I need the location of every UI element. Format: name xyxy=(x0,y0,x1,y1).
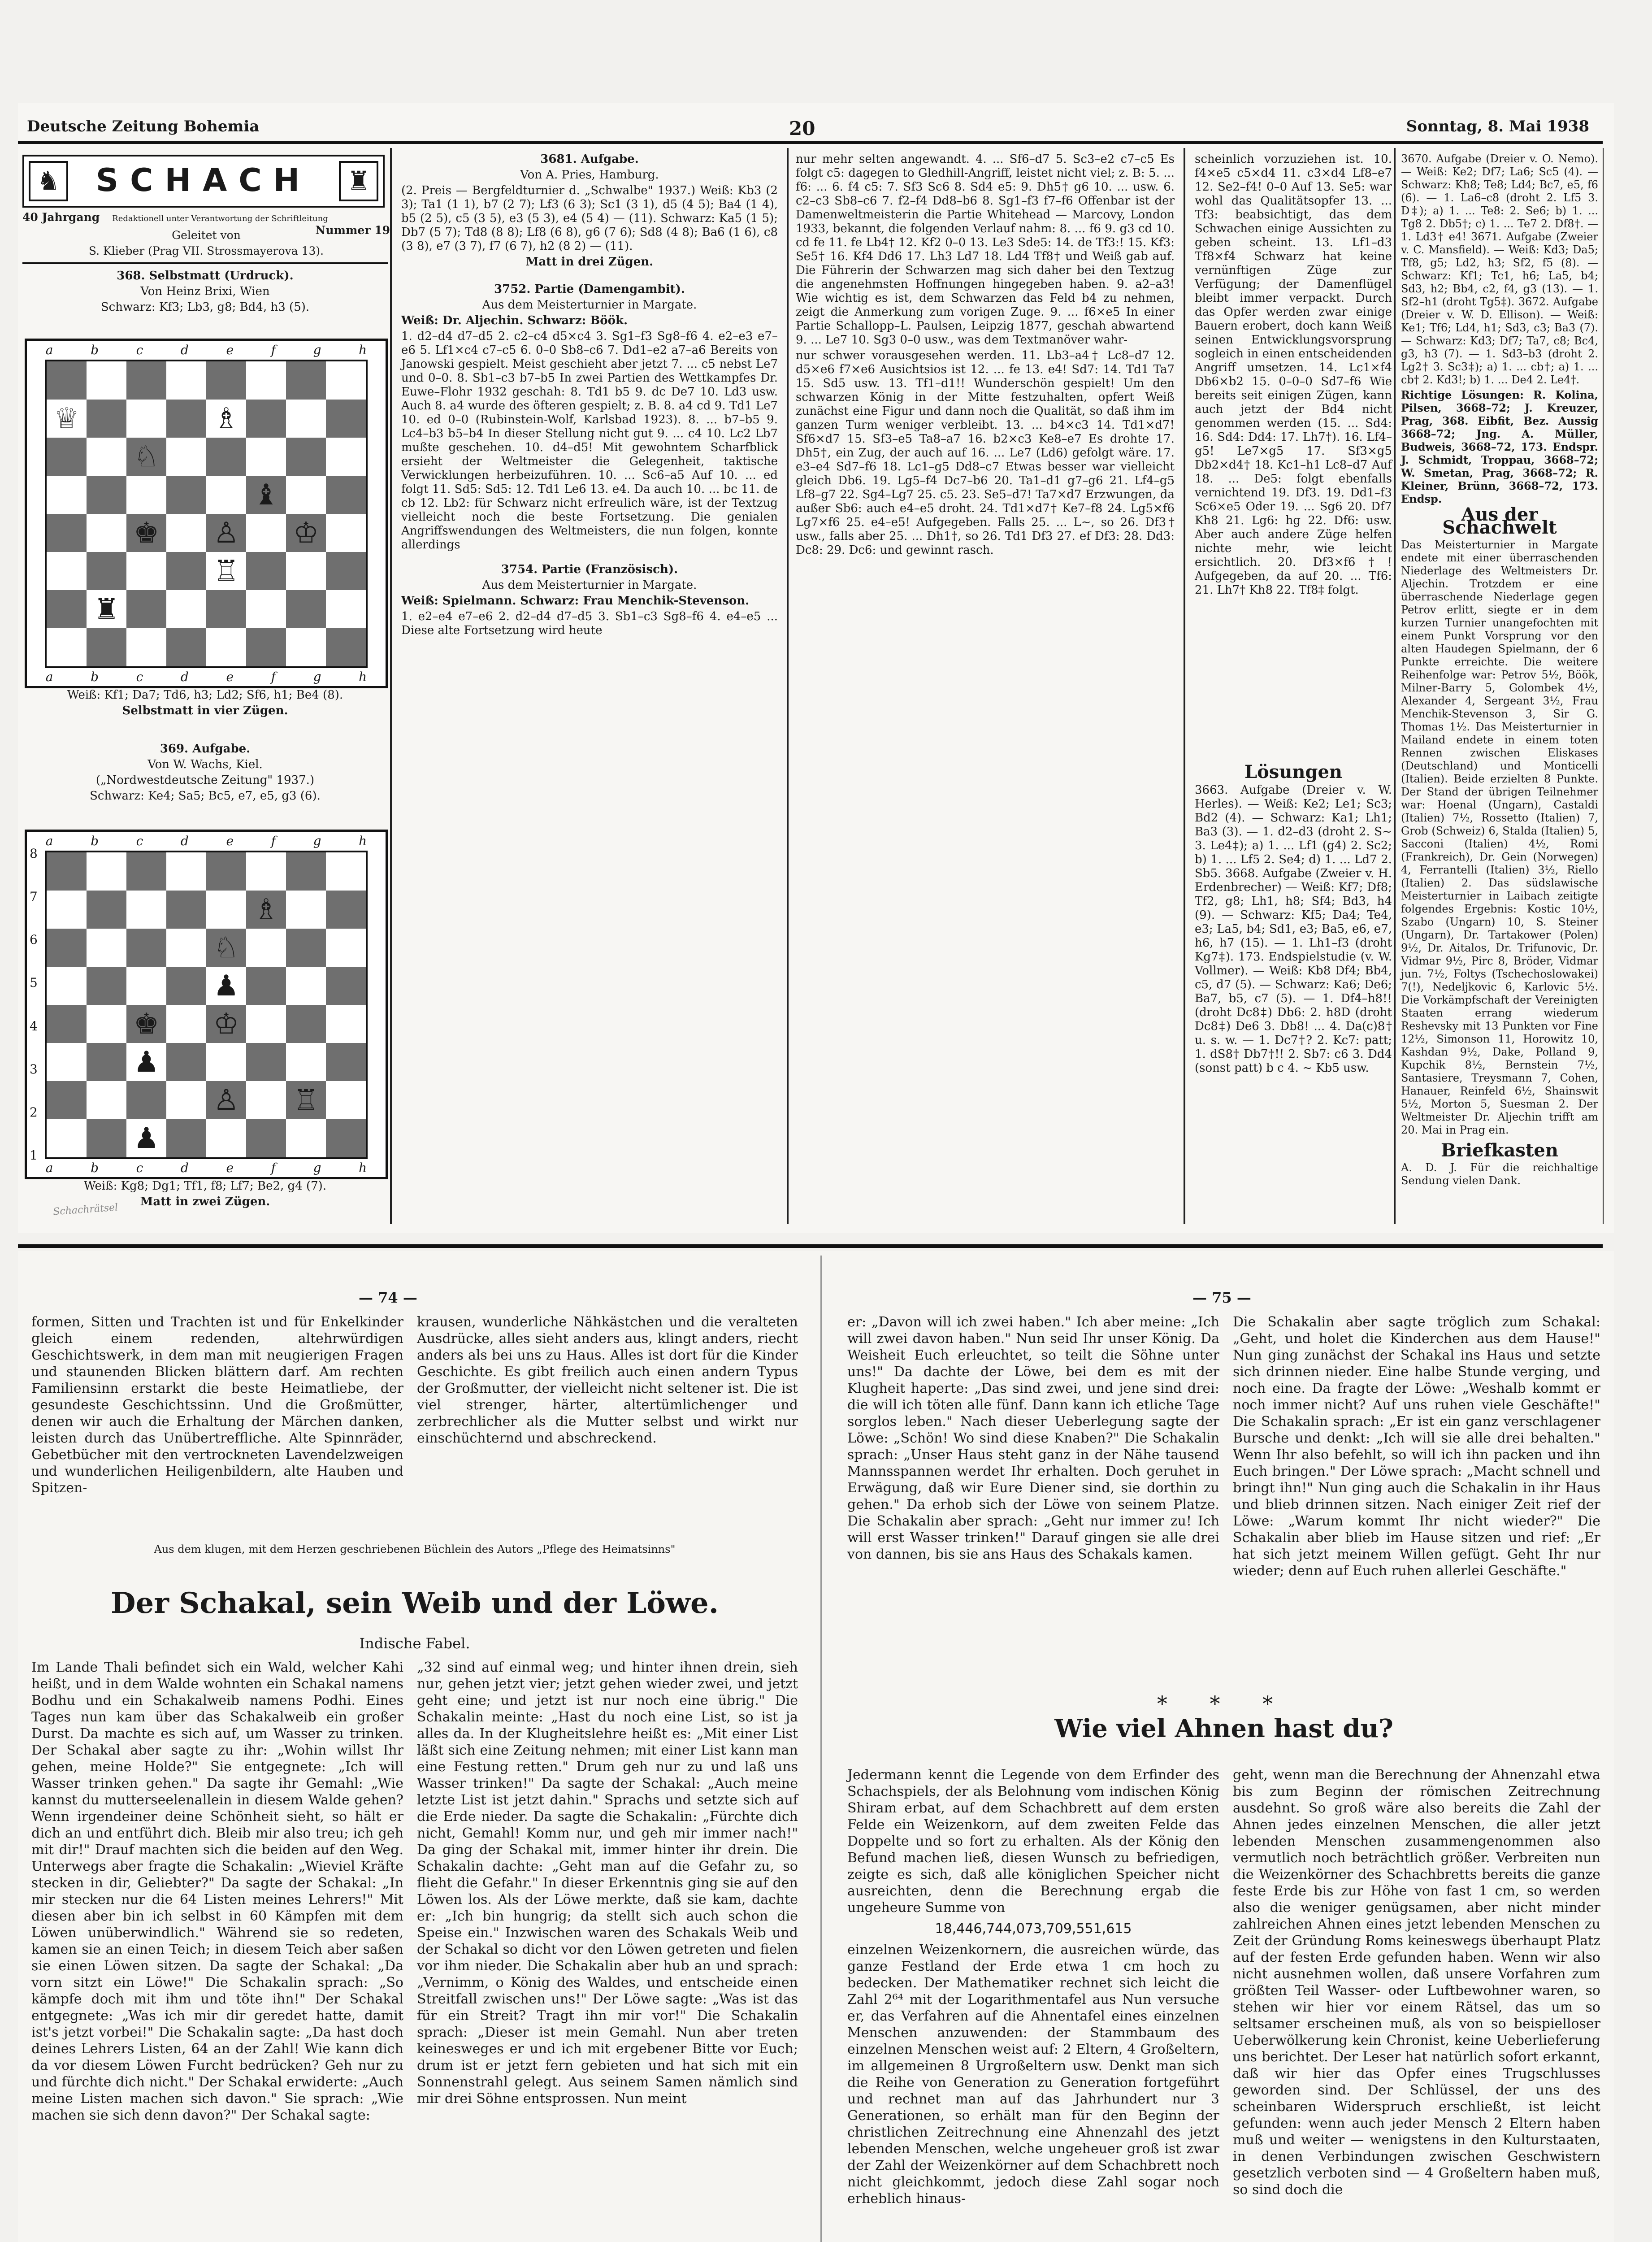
square-a4 xyxy=(47,514,87,552)
square-d7 xyxy=(166,891,206,929)
square-g5 xyxy=(286,967,326,1005)
square-d7 xyxy=(166,400,206,438)
square-d8 xyxy=(166,852,206,891)
square-d3 xyxy=(166,552,206,590)
square-a7 xyxy=(47,400,87,438)
square-a6 xyxy=(47,929,87,967)
square-c5 xyxy=(126,967,166,1005)
issue-date: Sonntag, 8. Mai 1938 xyxy=(1406,117,1589,135)
section-stars: * * * xyxy=(1157,1691,1291,1716)
loesungen-title: Lösungen xyxy=(1244,761,1342,782)
square-b5 xyxy=(87,476,126,514)
square-d6 xyxy=(166,438,206,476)
square-c7 xyxy=(126,400,166,438)
square-b3 xyxy=(87,1043,126,1081)
square-f1 xyxy=(246,1119,286,1157)
square-g8 xyxy=(286,852,326,891)
square-e8 xyxy=(206,361,246,400)
intro-col-1: formen, Sitten und Trachten ist und für Enkelkinder gleich einem redenden, altehrwürdigen Geschichtswerk, in dem man mit neugierigen Fragen und staunenden Blicken blättern darf. Am rechten Familiensinn erstarkt die beste Heimatliebe, der gesundeste Geschichtssinn. Und die Großmütter, denen wir auch die Erhaltung der Märchen danken, leisten durch das Unübertreffliche. Alte Spinnräder, Gebetbücher mit den vertrockneten Lavendelzweigen und wunderlichen Heiligenbildern, alte Hauben und Spitzen- xyxy=(31,1314,403,1496)
square-b7 xyxy=(87,400,126,438)
ahnen-title: Wie viel Ahnen hast du? xyxy=(1054,1714,1393,1743)
rank-labels: 8 7 6 5 4 3 2 1 xyxy=(30,846,38,1163)
square-a3 xyxy=(47,1043,87,1081)
square-e3 xyxy=(206,1043,246,1081)
square-c2 xyxy=(126,1081,166,1119)
chess-piece-icon: ♖ xyxy=(213,554,239,588)
square-c1 xyxy=(126,1119,166,1157)
square-d8 xyxy=(166,361,206,400)
chess-rook-icon: ♜ xyxy=(339,161,378,201)
story-column-1: Im Lande Thali befindet sich ein Wald, welcher Kahi heißt, und in dem Walde wohnten ein Schakal namens Bodhu und ein Schakalweib namens Podhi. Eines Tages nun kam über das Schakalweib ein großer Durst. Da machte es sich auf, um Wasser zu trinken. Der Schakal aber sagte zu ihr: „Wohin willst Ihr gehen, meine Holde?" Sie entgegnete: „Ich will Wasser trinken gehen." Da sagte ihr Gemahl: „Wie kannst du mutterseelenallein in diesem Walde gehen? Wenn irgendeiner deine Schönheit sieht, so hält er dich an und entführt dich. Bleib mir also treu; ich geh mit dir!" Drauf machten sich die beiden auf den Weg. Unterwegs aber fragte die Schakalin: „Wieviel Kräfte stecken in dir, Geliebter?" Da sagte der Schakal: „In mir stecken nur die 64 Listen meines Lehrers!" Mit diesen aber bin ich selbst in 60 Kämpfen mit dem Löwen unüberwindlich." Während sie so redeten, kamen sie an einen Teich; in diesem Teich aber saßen sie einen Löwen sitzen. Da sagte der Schakal: „Da vorn sitzt ein Löwe!" Die Schakalin sprach: „So kämpfe doch mit ihm und töte ihn!" Der Schakal entgegnete: „Was ich mir dir geredet hatte, damit ist's jetzt vorbei!" Die Schakalin sagte: „Da hast doch deines Lehrers Listen, 64 an der Zahl! Wie kann dich da vor diesem Löwen Furcht bedrücken? Geh nur zu und fürchte dich nicht." Der Schakal erwiderte: „Auch meine Listen machen sich davon." Sie sprach: „Wie machen sie sich denn davon?" Der Schakal sagte: xyxy=(31,1660,403,2123)
column-divider xyxy=(1184,148,1185,1224)
square-e8 xyxy=(206,852,246,891)
square-g4 xyxy=(286,514,326,552)
story-subtitle: Indische Fabel. xyxy=(359,1635,470,1652)
square-h7 xyxy=(326,891,366,929)
square-g1 xyxy=(286,1119,326,1157)
square-c4 xyxy=(126,514,166,552)
square-f2 xyxy=(246,590,286,628)
square-f5 xyxy=(246,967,286,1005)
square-g6 xyxy=(286,438,326,476)
square-e1 xyxy=(206,628,246,666)
square-b3 xyxy=(87,552,126,590)
square-a6 xyxy=(47,438,87,476)
square-g2 xyxy=(286,1081,326,1119)
column-divider xyxy=(1603,148,1604,1224)
chess-piece-icon: ♚ xyxy=(133,1007,160,1041)
square-e5 xyxy=(206,476,246,514)
column-divider xyxy=(787,148,789,1224)
chess-masthead xyxy=(22,155,385,208)
square-d1 xyxy=(166,628,206,666)
square-h3 xyxy=(326,552,366,590)
square-a1 xyxy=(47,628,87,666)
square-f8 xyxy=(246,361,286,400)
square-f6 xyxy=(246,438,286,476)
square-c3 xyxy=(126,552,166,590)
square-a5 xyxy=(47,967,87,1005)
square-f1 xyxy=(246,628,286,666)
square-g6 xyxy=(286,929,326,967)
square-e3 xyxy=(206,552,246,590)
column-divider xyxy=(1394,148,1396,1224)
story-column-2: „32 sind auf einmal weg; und hinter ihnen drein, sieh nur, gehen jetzt vier; jetzt gehen wieder zwei, und jetzt geht eine; und jetzt ist nur noch eine übrig." Die Schakalin meinte: „Hast du noch eine List, so ist ja alles da. In der Klugheitslehre heißt es: „Mit einer List läßt sich eine Zeitung nehmen; mit einer List kann man eine Festung retten." Drum geh nur zu und laß uns Wasser trinken!" Da sagte der Schakal: „Auch meine letzte List ist jetzt dahin." Sprachs und setzte sich auf die Erde nieder. Da sagte die Schakalin: „Fürchte dich nicht, Gemahl! Komm nur, und geh mir immer nach!" Da ging der Schakal mit, immer hinter ihr drein. Die Schakalin dachte: „Geht man auf die Gefahr zu, so flieht die Gefahr." In dieser Erkenntnis ging sie auf den Löwen los. Als der Löwe merkte, daß sie kam, dachte er: „Ich bin hungrig; da stellt sich auch schon die Speise ein." Inzwischen waren des Schakals Weib und der Schakal so dicht vor den Löwen getreten und fielen vor ihm nieder. Die Schakalin aber hub an und sprach: „Vernimm, o König des Waldes, und entscheide einen Streitfall zwischen uns!" Der Löwe sagte: „Was ist das für ein Streit? Tragt ihn mir vor!" Die Schakalin sprach: „Dieser ist mein Gemahl. Nun aber treten keinesweges er und ich mit ergebener Bitte vor Euch; drum ist er jetzt fern gebieten und hat sich mit ein Sonnenstrahl gelegt. Aus seinem Samen nämlich sind mir drei Söhne entsprossen. Nun meint xyxy=(417,1660,798,2107)
square-c6 xyxy=(126,929,166,967)
square-d1 xyxy=(166,1119,206,1157)
square-g3 xyxy=(286,1043,326,1081)
square-g8 xyxy=(286,361,326,400)
page-separator xyxy=(18,1244,1603,1248)
square-g4 xyxy=(286,1005,326,1043)
square-h4 xyxy=(326,514,366,552)
square-e4 xyxy=(206,514,246,552)
square-b6 xyxy=(87,929,126,967)
file-labels-top: a b c d e f g h xyxy=(45,834,367,848)
square-a8 xyxy=(47,852,87,891)
chessboard xyxy=(45,360,368,668)
square-c6 xyxy=(126,438,166,476)
chess-column-4: scheinlich vorzuziehen ist. 10. f4×e5 c5×d4 11. c3×d4 Lf8–e7 12. Se2–f4! 0–0 Auf 13. Se5: war wohl das Qualitätsopfer 13. ... Tf3: beabsichtigt, das dem Schwachen einige Aussichten zu geben scheint. 13. Lf1–d3 Tf8×f4 Schwarz hat keine vernünftigen Züge zur Verfügung; der Damenflügel bleibt immer verpackt. Durch das Opfer werden zwar einige Bauern erobert, doch kann Weiß seinen Entwicklungsvorsprung sogleich in einen entscheidenden Angriff umsetzen. 14. Lc1×f4 Db6×b2 15. 0–0–0 Sd7–f6 Wie bereits seit einigen Zügen, kann auch jetzt der Bd4 nicht genommen werden (15. ... Sd4: 16. Sd4: Dd4: 17. Lh7†). 16. Lf4–g5! Le7×g5 17. Sf3×g5 Db2×d4† 18. Kc1–h1 Lc8–d7 Auf 18. ... De5: folgt ebenfalls vernichtend 19. Df3. 19. Dd1–f3 Sc6×e5 Oder 19. ... Sg6 20. Df7 Kh8 21. Lg6: hg 22. Df6: usw. Aber auch andere Züge helfen nichte mehr, wie leicht ersichtlich. 20. Df3×f6†! Aufgegeben, da auf 20. ... Tf6: 21. Lh7† Kh8 22. Tf8‡ folgt. xyxy=(1195,152,1392,597)
chess-diagram-368 xyxy=(25,339,388,688)
chess-piece-icon: ♘ xyxy=(213,931,239,965)
square-c8 xyxy=(126,361,166,400)
chess-knight-icon: ♞ xyxy=(29,161,68,201)
story-column-4: Die Schakalin aber sagte tröglich zum Schakal: „Geht, und holet die Kinderchen aus dem Hause!" Nun ging zunächst der Schakal ins Haus und setzte sich drinnen nieder. Eine halbe Stunde verging, und noch eine. Da fragte der Löwe: „Weshalb kommt er noch immer nicht? Auf uns ruhen viele Geschäfte!" Die Schakalin sprach: „Er ist ein ganz verschlagener Bursche und denkt: „Ich will sie alle drei behalten." Wenn Ihr also befehlt, so will ich ihn packen und ihn Euch bringen." Der Löwe sprach: „Macht schnell und bringt ihn!" Nun ging auch die Schakalin in ihr Haus und blieb drinnen sitzen. Nach einiger Zeit rief der Löwe: „Warum kommt Ihr nicht wieder?" Die Schakalin aber blieb im Hause sitzen und rief: „Er hat sich jetzt meinem Willen gefügt. Geht Ihr nur wieder; denn auf Euch ruhen allerlei Geschäfte." xyxy=(1233,1314,1600,1579)
book-credit: Aus dem klugen, mit dem Herzen geschriebenen Büchlein des Autors „Pflege des Heimatsinns" xyxy=(154,1543,676,1555)
square-a4 xyxy=(47,1005,87,1043)
square-b4 xyxy=(87,514,126,552)
chess-piece-icon: ♘ xyxy=(133,440,160,474)
square-c4 xyxy=(126,1005,166,1043)
file-labels-bottom: a b c d e f g h xyxy=(45,1160,367,1175)
square-a7 xyxy=(47,891,87,929)
square-h6 xyxy=(326,438,366,476)
square-h5 xyxy=(326,967,366,1005)
square-e5 xyxy=(206,967,246,1005)
square-d4 xyxy=(166,514,206,552)
square-f3 xyxy=(246,1043,286,1081)
square-b4 xyxy=(87,1005,126,1043)
square-d5 xyxy=(166,967,206,1005)
square-f7 xyxy=(246,891,286,929)
chess-column-5: 3670. Aufgabe (Dreier v. O. Nemo). — Weiß: Ke2; Df7; La6; Sc5 (4). — Schwarz: Kh8; Te8; Ld4; Bc7, e5, f6 (6). — 1. La6–c8 (droht 2. Lf5 3. D‡); a) 1. ... Te8: 2. Se6; b) 1. ... Tg8 2. Db5†; c) 1. ... Te7 2. Df8†. — 1. Ld3† e4! 3671. Aufgabe (Zweier v. C. Mansfield). — Weiß: Kd3; Da5; Tf8, g5; Ld2, h3; Sf2, f5 (8). — Schwarz: Kf1; Tc1, h6; La5, b4; Sd3, h2; Bb4, c2, f4, g3 (13). — 1. Sf2–h1 (droht Tg5‡). 3672. Aufgabe (Dreier v. W. D. Ellison). — Weiß: Ke1; Tf6; Ld4, h1; Sd3, c3; Ba3 (7). — Schwarz: Kd3; Df7; Ta7, c8; Bc4, g3, h3 (7). — 1. Sd3–b3 (droht 2. Lg2† 3. Sc3‡); a) 1. ... cb†; a) 1. ... cb† 2. Kd3!; b) 1. ... De4 2. Le4†. Richtige Lösungen: R. Kolina, Pilsen, 3668–72; J. Kreuzer, Prag, 368. Eibfit, Bez. Aussig 3668–72; Jng. A. Müller, Budweis, 3668–72, 173. Endspr. J. Schmidt, Troppau, 3668–72; W. Smetan, Prag, 3668–72; R. Kleiner, Brünn, 3668–72, 173. Endsp. Aus der Schachwelt Das Meisterturnier in Margate endete mit einer überraschenden Niederlage des Weltmeisters Dr. Aljechin. Trotzdem er eine überraschende Niederlage gegen Petrov erlitt, siegte er in dem kurzen Turnier unangefochten mit einem Punkt Vorsprung vor den alten Haudegen Spielmann, der 6 Punkte erreichte. Die weitere Reihenfolge war: Petrov 5½, Böök, Milner-Barry 5, Golombek 4½, Alexander 4, Sergeant 3½, Frau Menchik-Stevenson 3, Sir G. Thomas 1½. Das Meisterturnier in Mailand endete in einem toten Rennen zwischen Eliskases (Deutschland) und Monticelli (Italien). Beide erzielten 8 Punkte. Der Stand der übrigen Teilnehmer war: Hoenal (Ungarn), Castaldi (Italien) 7½, Rossetto (Italien) 7, Grob (Schweiz) 6, Stalda (Italien) 5, Sacconi (Italien) 4½, Romi (Frankreich), Dr. Gein (Norwegen) 4, Ferrantelli (Italien) 3½, Riello (Italien) 2. Das südslawische Meisterturnier in Laibach zeitigte folgendes Ergebnis: Kostic 10½, Szabo (Ungarn) 10, S. Steiner (Ungarn), Dr. Tartakower (Polen) 9½, Dr. Aitalos, Dr. Trifunovic, Dr. Vidmar 9½, Pirc 8, Bröder, Vidmar jun. 7½, Foltys (Tschechoslowakei) 7(!), Nedeljkovic 6, Karlovic 5½. Die Vorkämpfschaft der Vereinigten Staaten errang wiederum Reshevsky mit 13 Punkten vor Fine 12½, Simonson 11, Horowitz 10, Kashdan 9½, Dake, Polland 9, Kupchik 8½, Bernstein 7½, Santasiere, Treysmann 7, Cohen, Hanauer, Reinfeld 6½, Shainswit 5½, Morton 5, Suesman 2. Der Weltmeister Dr. Aljechin trifft am 20. Mai in Prag ein. Briefkasten A. D. J. Für die reichhaltige Sendung vielen Dank. xyxy=(1401,152,1598,1187)
square-e7 xyxy=(206,400,246,438)
chessboard xyxy=(45,851,368,1159)
editor-label: Geleitet von xyxy=(172,229,241,242)
square-d4 xyxy=(166,1005,206,1043)
square-f2 xyxy=(246,1081,286,1119)
square-a3 xyxy=(47,552,87,590)
square-h2 xyxy=(326,590,366,628)
square-f8 xyxy=(246,852,286,891)
square-f3 xyxy=(246,552,286,590)
square-h4 xyxy=(326,1005,366,1043)
loesungen-section: Lösungen 3663. Aufgabe (Dreier v. W. Herles). — Weiß: Ke2; Le1; Sc3; Bd2 (4). — Schwarz: Ka1; Lh1; Ba3 (3). — 1. d2–d3 (droht 2. S~ 3. Le4‡); a) 1. ... Lf1 (g4) 2. Sc2; b) 1. ... Lf5 2. Se4; d) 1. ... Ld7 2. Sb5. 3668. Aufgabe (Zweier v. H. Erdenbrecher) — Weiß: Kf7; Df8; Tf2, g8; Lh1, h8; Sf4; Bd3, h4 (9). — Schwarz: Kf5; Da4; Te4, e3; La5, b4; Sd1, e3; Ba5, e6, e7, h6, h7 (15). — 1. Lh1–f3 (droht Kg7‡). 173. Endspielstudie (v. W. Vollmer). — Weiß: Kb8 Df4; Bb4, c5, d7 (5). — Schwarz: Ka6; De6; Ba7, b5, c7 (5). — 1. Df4–h8!! (droht Dc8‡) Db6: 2. h8D (droht Dc8‡) De6 3. Db8! ... 4. Da(c)8† u. s. w. — 1. Dc7†? 2. Kc7: patt; 1. dS8† Db7†!! 2. Sb7: c6 3. Dd4 (sonst patt) b c 4. ~ Kb5 usw. xyxy=(1195,761,1392,1075)
chess-diagram-369 xyxy=(25,830,388,1179)
square-c5 xyxy=(126,476,166,514)
schachwelt-title: Aus der Schachwelt xyxy=(1442,504,1557,538)
intro-col-2: krausen, wunderliche Nähkästchen und die veralteten Ausdrücke, alles sieht anders aus, klingt anders, riecht anders als bei uns zu Haus. Alles ist dort für die Kinder Geschichte. Es gibt freilich auch einen andern Typus der Großmutter, der vielleicht nicht seltener ist. Die ist viel strenger, härter, altertümlichenger und zerbrechlicher als die Mutter selbst und wirkt nur einschüchternd und abschreckend. xyxy=(417,1314,798,1446)
square-d6 xyxy=(166,929,206,967)
square-h1 xyxy=(326,1119,366,1157)
page-number: 20 xyxy=(789,117,815,139)
square-a5 xyxy=(47,476,87,514)
chess-piece-icon: ♟ xyxy=(133,1045,160,1079)
problem-369-heading: 369. Aufgabe. Von W. Wachs, Kiel. („Nordwestdeutsche Zeitung" 1937.) Schwarz: Ke4; Sa5; Bc5, e7, e5, g3 (6). xyxy=(90,742,321,803)
ahnen-column-1: Jedermann kennt die Legende von dem Erfinder des Schachspiels, der als Belohnung vom indischen König Shiram erbat, auf dem Schachbrett auf dem ersten Felde ein Weizenkorn, auf dem zweiten Felde das Doppelte und so fort zu erhalten. Als der König den Befund machen ließ, diesen Wunsch zu befriedigen, zeigte es sich, daß alle königlichen Speicher nicht ausreichten, denn die Berechnung ergab die ungeheure Summe von 18,446,744,073,709,551,615 einzelnen Weizenkornern, die ausreichen würde, das ganze Festland der Erde etwa 1 cm hoch zu bedecken. Der Mathematiker rechnet sich leicht die Zahl 2⁶⁴ mit der Logarithmentafel aus Nun versuche er, das Verfahren auf die Ahnentafel eines einzelnen Menschen anzuwenden: der Stammbaum des einzelnen Menschen weist auf: 2 Eltern, 4 Großeltern, im allgemeinen 8 Urgroßeltern usw. Denkt man sich die Reihe von Generation zu Generation fortgeführt und rechnet man auf das Jahrhundert nur 3 Generationen, so erhält man für den Beginn der christlichen Zeitrechnung eine Ahnenzahl des jetzt lebenden Menschen, welche ungeheuer groß ist zwar der Zahl der Weizenkörner auf dem Schachbrett noch nicht gleichkommt, jedoch diese Zahl sogar noch erheblich hinaus- xyxy=(847,1767,1219,2207)
wheat-grain-number: 18,446,744,073,709,551,615 xyxy=(935,1921,1132,1937)
square-c3 xyxy=(126,1043,166,1081)
square-b5 xyxy=(87,967,126,1005)
square-d5 xyxy=(166,476,206,514)
problem-368-heading: 368. Selbstmatt (Urdruck). Von Heinz Brixi, Wien Schwarz: Kf3; Lb3, g8; Bd4, h3 (5). xyxy=(100,269,310,314)
file-labels-top: a b c d e f g h xyxy=(45,343,367,357)
file-labels-bottom: a b c d e f g h xyxy=(45,669,367,684)
square-e2 xyxy=(206,1081,246,1119)
square-d2 xyxy=(166,1081,206,1119)
problem-368-footer: Weiß: Kf1; Da7; Td6, h3; Ld2; Sf6, h1; Be4 (8). Selbstmatt in vier Zügen. xyxy=(67,688,343,717)
chess-piece-icon: ♟ xyxy=(213,969,239,1003)
square-b6 xyxy=(87,438,126,476)
square-h2 xyxy=(326,1081,366,1119)
newspaper-name: Deutsche Zeitung Bohemia xyxy=(27,117,260,135)
square-c1 xyxy=(126,628,166,666)
square-g3 xyxy=(286,552,326,590)
square-b2 xyxy=(87,1081,126,1119)
chess-piece-icon: ♚ xyxy=(133,516,160,550)
right-page-number: — 75 — xyxy=(1192,1289,1251,1306)
problem-369-footer: Weiß: Kg8; Dg1; Tf1, f8; Lf7; Be2, g4 (7). Matt in zwei Zügen. xyxy=(83,1179,327,1208)
column-divider xyxy=(390,148,392,1224)
chess-piece-icon: ♙ xyxy=(213,1083,239,1117)
square-c8 xyxy=(126,852,166,891)
ahnen-column-2: geht, wenn man die Berechnung der Ahnenzahl etwa bis zum Beginn der römischen Zeitrechnung ausdehnt. So groß wäre also bereits die Zahl der Ahnen jedes einzelnen Menschen, die aller jetzt lebenden Menschen zusammengenommen also vermutlich noch beträchtlich größer. Verbreiten nun die Weizenkörner des Schachbretts bereits die ganze feste Erde bis zur Höhe von fast 1 cm, so werden also die weniger genügsamen, aber nicht minder zahlreichen Ahnen eines jetzt lebenden Menschen zu Zeit der Gründung Roms keineswegs überhaupt Platz auf der festen Erde gefunden haben. Wenn wir also nicht ausnehmen wollen, daß unsere Vorfahren zum größten Teil Wasser- oder Luftbewohner waren, so stehen wir hier vor einem Rätsel, das um so seltsamer erscheinen muß, als von so beispielloser Ueberwölkerung kein Chronist, keine Ueberlieferung uns berichtet. Der Leser hat natürlich sofort erkannt, daß wir hier das Opfer eines Trugschlusses geworden sind. Der Schlüssel, der uns des scheinbaren Widerspruch erschließt, ist leicht gefunden: wenn auch jeder Mensch 2 Eltern haben muß und weiter — wenigstens in den Kulturstaaten, in denen Verbindungen zwischen Geschwistern gesetzlich verboten sind — 4 Großeltern haben muß, so sind doch die xyxy=(1233,1767,1600,2198)
square-h8 xyxy=(326,852,366,891)
chess-piece-icon: ♔ xyxy=(213,1007,239,1041)
square-a8 xyxy=(47,361,87,400)
square-e4 xyxy=(206,1005,246,1043)
chess-piece-icon: ♝ xyxy=(253,478,279,512)
square-a2 xyxy=(47,590,87,628)
square-f7 xyxy=(246,400,286,438)
chess-piece-icon: ♙ xyxy=(213,516,239,550)
square-h1 xyxy=(326,628,366,666)
chess-piece-icon: ♕ xyxy=(53,402,80,435)
square-h8 xyxy=(326,361,366,400)
square-h5 xyxy=(326,476,366,514)
square-b1 xyxy=(87,1119,126,1157)
square-e7 xyxy=(206,891,246,929)
square-d3 xyxy=(166,1043,206,1081)
briefkasten-title: Briefkasten xyxy=(1441,1140,1558,1161)
square-g7 xyxy=(286,400,326,438)
square-b8 xyxy=(87,852,126,891)
square-d2 xyxy=(166,590,206,628)
square-b7 xyxy=(87,891,126,929)
header-rule xyxy=(18,141,1603,144)
story-column-3: er: „Davon will ich zwei haben." Ich aber meine: „Ich will zwei davon haben." Nun seid Ihr unser König. Da Weisheit Euch erleuchtet, so teilt die Söhne unter uns!" Da dachte der Löwe, bei dem es mit der Klugheit haperte: „Das sind zwei, und jene sind drei: die will ich töten alle fünf. Dann kann ich etliche Tage sorglos leben." Nach dieser Ueberlegung sagte der Löwe: „Schön! Wo sind diese Knaben?" Die Schakalin sprach: „Unser Haus steht ganz in der Nähe tausend Mannsspannen werdet Ihr erhalten. Doch geruhet in Erwägung, daß wir Eure Diener sind, sie dorthin zu gehen." Da erhob sich der Löwe von seinem Platze. Die Schakalin aber sprach: „Geht nur immer zu! Ich will erst Wasser trinken!" Darauf gingen sie alle drei von dannen, bis sie ans Haus des Schakals kamen. xyxy=(847,1314,1219,1562)
square-b2 xyxy=(87,590,126,628)
square-c7 xyxy=(126,891,166,929)
chess-column-2: 3681. Aufgabe. Von A. Pries, Hamburg. (2. Preis — Bergfeldturnier d. „Schwalbe" 1937.) Weiß: Kb3 (2 3); Ta1 (1 1), b7 (2 7); Lf3 (6 3); Sc1 (3 1), d5 (4 5); Ba4 (1 4), b5 (2 5), c5 (3 5), e3 (5 3), e4 (5 4) — (11). Schwarz: Ka5 (1 5); Db7 (5 7); Td8 (8 8); Lf8 (6 8), g6 (7 6); Sd8 (4 8); Ba6 (1 6), c8 (3 8), e7 (3 7), f7 (6 7), h2 (8 2) — (11). Matt in drei Zügen. 3752. Partie (Damengambit). Aus dem Meisterturnier in Margate. Weiß: Dr. Aljechin. Schwarz: Böök. 1. d2–d4 d7–d5 2. c2–c4 d5×c4 3. Sg1–f3 Sg8–f6 4. e2–e3 e7–e6 5. Lf1×c4 c7–c5 6. 0–0 Sb8–c6 7. Dd1–e2 a7–a6 Bereits von Janowski gespielt. Meist geschieht aber jetzt 7. ... c5 nebst Le7 und 0–0. 8. Sb1–c3 b7–b5 In zwei Partien des Wettkampfes Dr. Euwe–Flohr 1932 geschah: 8. Td1 b5 9. dc De7 10. Ld3 usw. Auch 8. a4 wurde des öfteren gespielt; z. B. 8. a4 cd 9. Td1 Le7 10. ed 0–0 (Rubinstein-Wolf, Karlsbad 1923). 8. ... b7–b5 9. Lc4–b3 b5–b4 In dieser Stellung nicht gut 9. ... c4 10. Lc2 Lb7 mußte geschehen. 10. d4–d5! Mit gewohntem Scharfblick ersieht der Weltmeister die Gelegenheit, taktische Verwicklungen herbeizuführen. 10. ... Sc6–a5 Auf 10. ... ed folgt 11. Sd5: Sd5: 12. Td1 Le6 13. e4. Da auch 10. ... bc 11. de cb 12. Lb2: für Schwarz nicht erfreulich wäre, ist der Textzug vielleicht noch die beste Fortsetzung. Die genialen Angriffswendungen des Weltmeisters, die nun folgen, konnte allerdings 3754. Partie (Französisch). Aus dem Meisterturnier in Margate. Weiß: Spielmann. Schwarz: Frau Menchik-Stevenson. 1. e2–e4 e7–e6 2. d2–d4 d7–d5 3. Sb1–c3 Sg8–f6 4. e4–e5 ... Diese alte Fortsetzung wird heute xyxy=(401,152,778,637)
chess-piece-icon: ♔ xyxy=(293,516,319,550)
square-a2 xyxy=(47,1081,87,1119)
square-f6 xyxy=(246,929,286,967)
chess-piece-icon: ♖ xyxy=(293,1083,319,1117)
masthead-rule xyxy=(22,262,388,264)
square-h3 xyxy=(326,1043,366,1081)
chess-piece-icon: ♗ xyxy=(213,402,239,435)
story-title: Der Schakal, sein Weib und der Löwe. xyxy=(110,1586,719,1620)
square-g1 xyxy=(286,628,326,666)
square-g2 xyxy=(286,590,326,628)
library-stamp: Schachrätsel xyxy=(52,1202,118,1218)
square-e1 xyxy=(206,1119,246,1157)
editor-address: S. Klieber (Prag VII. Strossmayerova 13). xyxy=(88,244,324,257)
square-g5 xyxy=(286,476,326,514)
book-gutter xyxy=(820,1256,822,2242)
masthead-info: 40 Jahrgang Redaktionell unter Verantwortung der Schriftleitung Nummer 19 xyxy=(22,211,390,237)
square-f4 xyxy=(246,514,286,552)
chess-column-3: nur mehr selten angewandt. 4. ... Sf6–d7 5. Sc3–e2 c7–c5 Es folgt c5: dagegen to Gledhill-Angriff, leistet nicht viel; z. B: 5. ... f6: ... 6. f4 c5: 7. Sf3 Sc6 8. Sd4 e5: 9. Dh5† g6 10. ... usw. 6. c2–c3 Sb8–c6 7. f2–f4 Dd8–b6 8. Sg1–f3 f7–f6 Offenbar ist der Damenweltmeisterin die Partie Whitehead — Marcovy, London 1933, bekannt, die folgenden Verlauf nahm: 8. ... f6 9. g3 cd 10. cd fe 11. fe Lb4† 12. Kf2 0–0 13. Le3 Sde5: 14. de Tf3:! 15. Kf3: Se5† 16. Kf4 Dd6 17. Lh3 Ld7 18. Ld4 Tf8† und Weiß gab auf. Die Führerin der Schwarzen mag sich daher bei den Textzug die angenehmsten Hoffnungen hingegeben haben. 9. a2–a3! Wie wichtig es ist, dem Schwarzen das Feld b4 zu nehmen, zeigt die Anmerkung zum vorigen Zuge. 9. ... f6×e5 In einer Partie Schallopp–L. Paulsen, Leipzig 1877, geschah abwartend 9. ... Le7 10. Sg3 0–0 usw., was dem Textmanöver wahr- nur schwer vorausgesehen werden. 11. Lb3–a4† Lc8–d7 12. d5×e6 f7×e6 Ausichtsios ist 12. ... fe 13. e4! Sd7: 14. Td1 Ta7 15. Sd5 usw. 13. Tf1–d1!! Wunderschön gespielt! Um den schwarzen König in der Mitte festzuhalten, opfert Weiß zunächst eine Figur und dann noch die Qualität, so daß ihm im ganzen Turm weniger verbleibt. 13. ... b4×c3 14. Td1×d7! Sf6×d7 15. Sf3–e5 Ta8–a7 16. b2×c3 Ke8–e7 Es drohte 17. Dh5†, ein Zug, der auch auf 16. ... Le7 (Ld6) gefolgt wäre. 17. e3–e4 Sd7–f6 18. Lc1–g5 Dd8–c7 Etwas besser war vielleicht gleich Db6. 19. Lg5–f4 Dc7–b6 20. Ta1–d1 g7–g6 21. Lf4–g5 Lf8–g7 22. Sg4–Lg7 25. c5. 23. Se5–d7! Ta7×d7 Erzwungen, da außer Sb6: auch e4–e5 droht. 24. Td1×d7† Ke7–f8 24. Lg5×f6 Lg7×f6 25. e4–e5! Aufgegeben. Falls 25. ... L~, so 26. Df3† usw., falls aber 25. ... Dh1†, so 26. Td1 Df3 27. ef Df3: 28. Dd3: Dc8: 29. Dc6: und gewinnt rasch. xyxy=(796,152,1175,557)
left-page-number: — 74 — xyxy=(359,1289,417,1306)
square-a1 xyxy=(47,1119,87,1157)
masthead-title: SCHACH xyxy=(95,162,312,199)
square-h7 xyxy=(326,400,366,438)
square-f5 xyxy=(246,476,286,514)
chess-piece-icon: ♜ xyxy=(93,592,120,626)
square-c2 xyxy=(126,590,166,628)
square-g7 xyxy=(286,891,326,929)
square-h6 xyxy=(326,929,366,967)
chess-piece-icon: ♟ xyxy=(133,1121,160,1155)
square-f4 xyxy=(246,1005,286,1043)
square-e2 xyxy=(206,590,246,628)
square-b8 xyxy=(87,361,126,400)
square-e6 xyxy=(206,438,246,476)
chess-piece-icon: ♗ xyxy=(253,893,279,926)
square-e6 xyxy=(206,929,246,967)
square-b1 xyxy=(87,628,126,666)
